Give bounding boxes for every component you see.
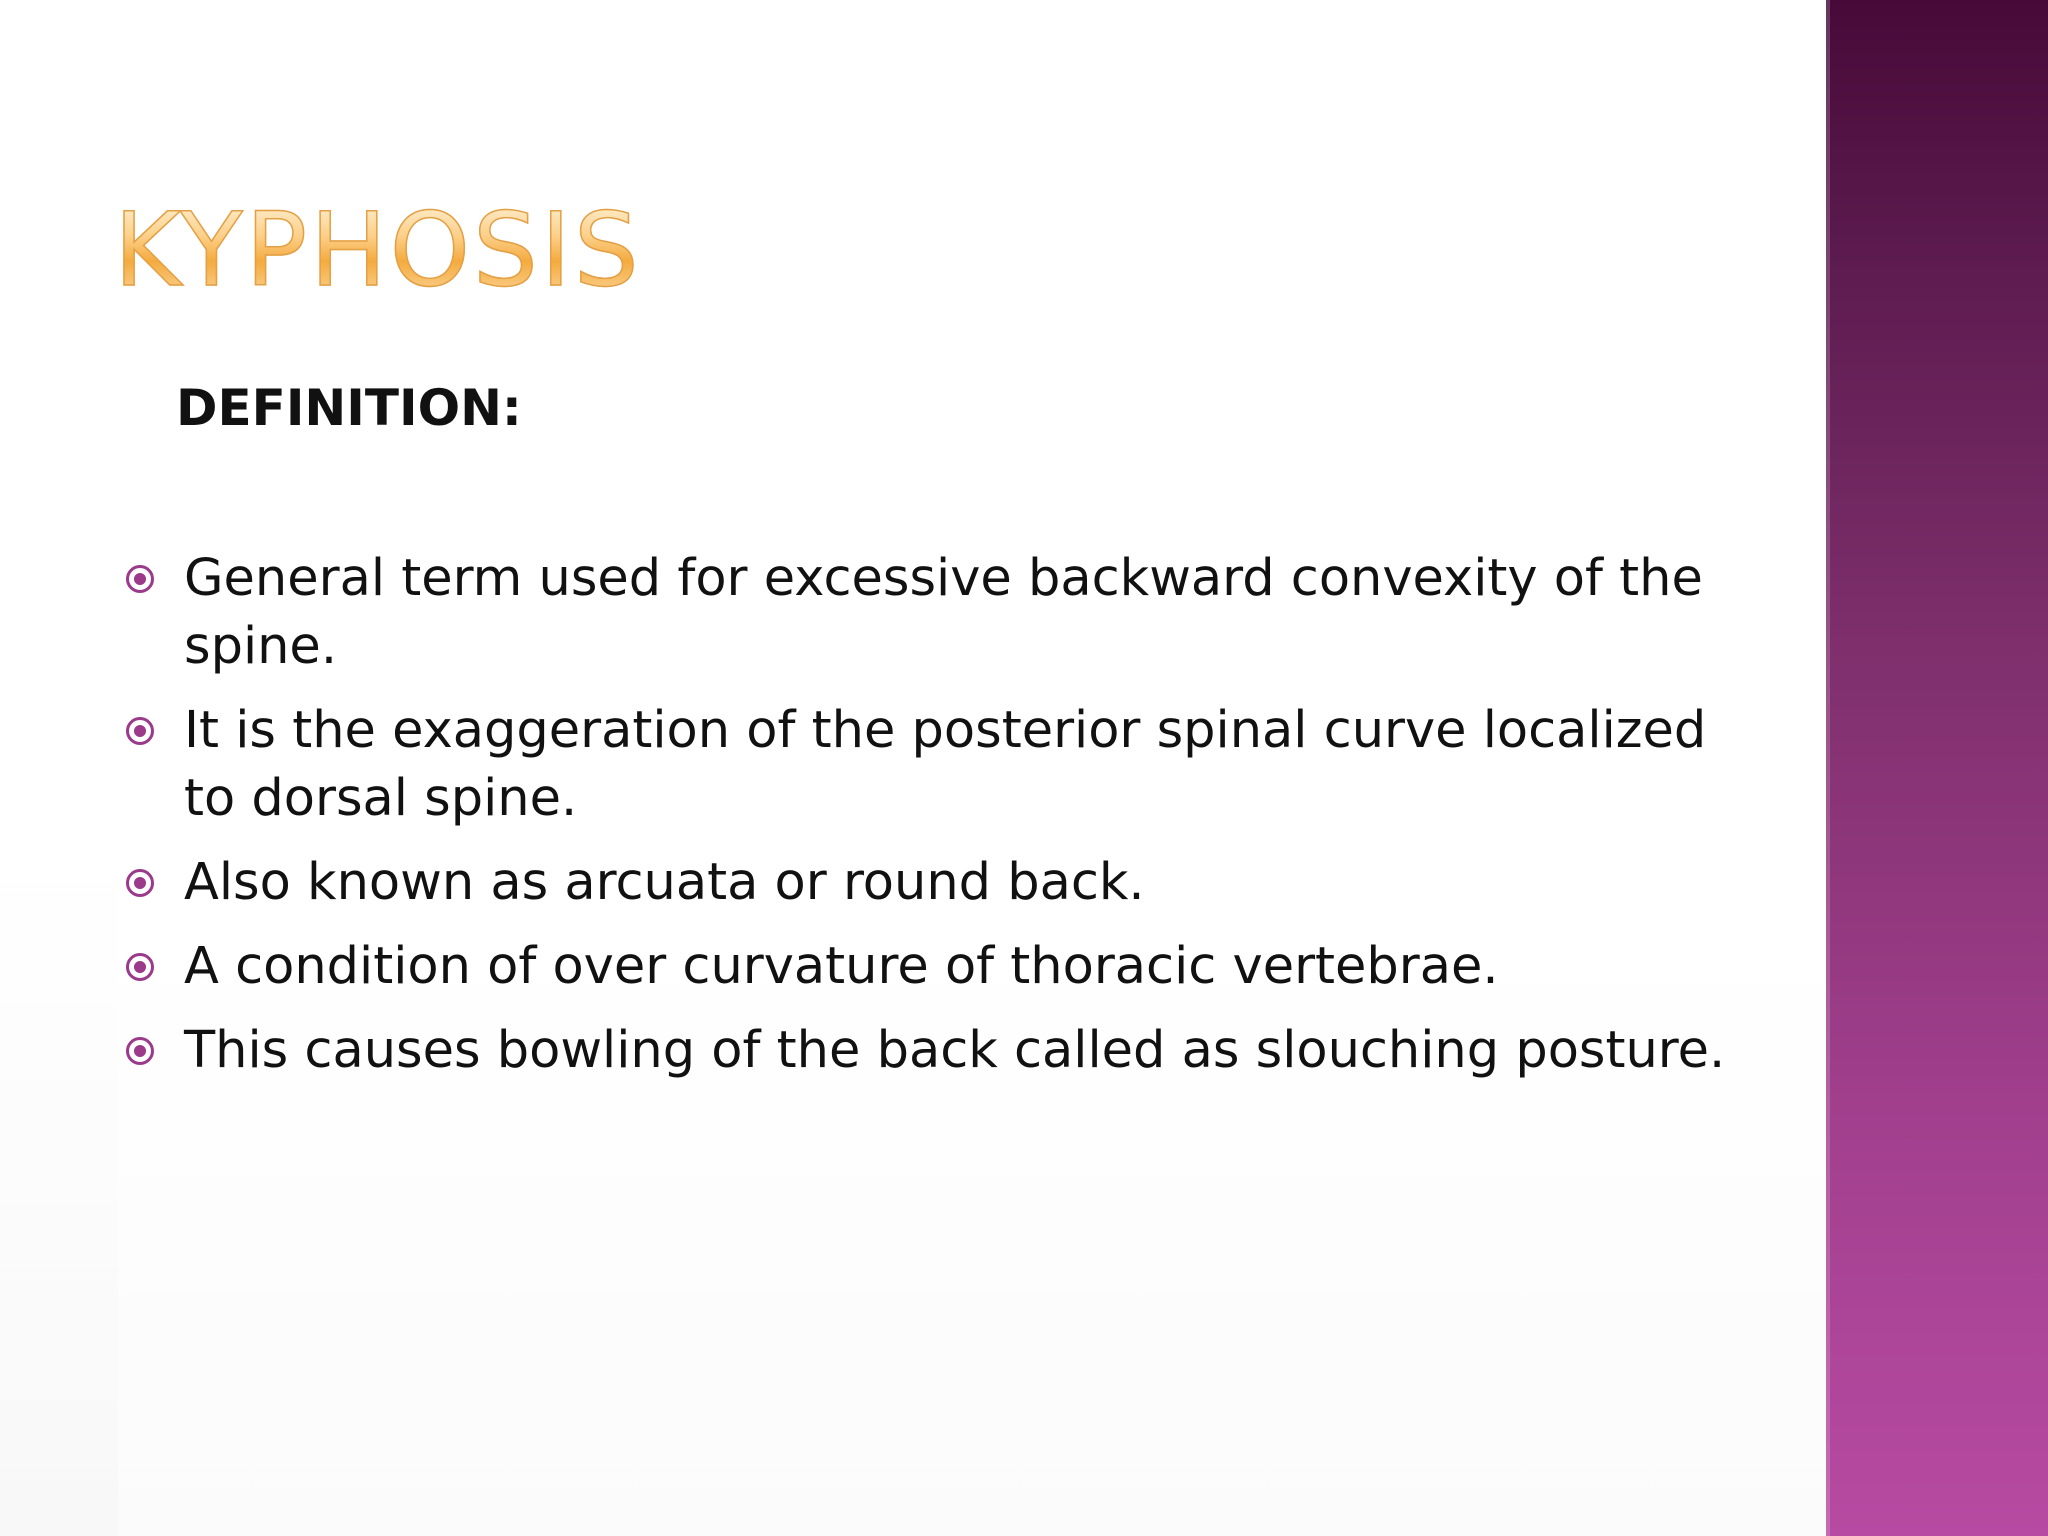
bullet-text: It is the exaggeration of the posterior spinal curve localized to dorsal spine. (184, 701, 1707, 828)
bullet-item (118, 545, 1738, 681)
bullet-text: General term used for excessive backward convexity of the spine. (184, 549, 1703, 676)
definition-heading: DEFINITION: (176, 379, 522, 437)
circle-dot-icon (126, 565, 154, 593)
slide-title: KYPHOSIS (114, 191, 642, 310)
circle-dot-icon (126, 717, 154, 745)
bullet-list (118, 545, 1738, 1101)
bullet-item (118, 933, 1738, 1001)
circle-dot-icon (126, 869, 154, 897)
bullet-item (118, 1017, 1738, 1085)
decorative-sidebar (1826, 0, 2048, 1536)
circle-dot-icon (126, 1037, 154, 1065)
bullet-text: A condition of over curvature of thoracic vertebrae. (184, 937, 1499, 996)
bullet-item (118, 697, 1738, 833)
bullet-text: This causes bowling of the back called as slouching posture. (184, 1021, 1726, 1080)
bullet-text: Also known as arcuata or round back. (184, 853, 1145, 912)
circle-dot-icon (126, 953, 154, 981)
bullet-item (118, 849, 1738, 917)
